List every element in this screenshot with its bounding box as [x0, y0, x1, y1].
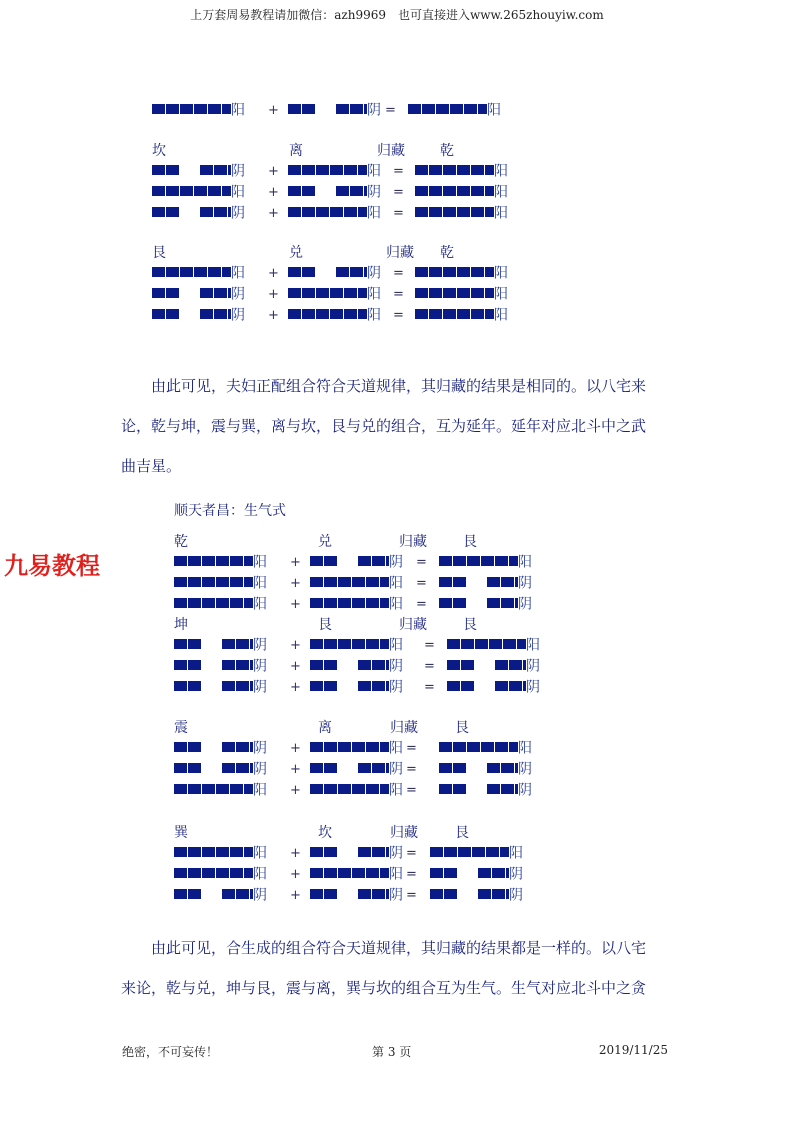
- plus-sign: +: [290, 888, 301, 903]
- watermark-label: 九易教程: [4, 552, 100, 580]
- trigram-cell: [430, 843, 523, 864]
- equals-sign: =: [416, 597, 427, 612]
- equals-sign: =: [406, 846, 417, 861]
- plus-sign: +: [268, 266, 279, 281]
- trigram-cell: [174, 780, 267, 801]
- plus-sign: +: [268, 287, 279, 302]
- plus-sign: +: [268, 164, 279, 179]
- yang-line-icon: [288, 203, 367, 224]
- line-label: 阴: [367, 102, 381, 119]
- trigram-cell: [310, 759, 403, 780]
- yang-line-icon: [174, 864, 253, 885]
- line-label: 阳: [494, 184, 508, 201]
- page-header: 上万套周易教程请加微信：azh9969 也可直接进入www.265zhouyiw.com: [190, 8, 604, 22]
- trigram-cell: [430, 864, 523, 885]
- paragraph-1-line-3: 曲吉星。: [121, 457, 182, 475]
- yang-line-icon: [174, 594, 253, 615]
- yin-line-icon: [152, 305, 231, 326]
- trigram-cell: [310, 885, 403, 906]
- paragraph-2: [121, 928, 691, 1008]
- plus-sign: +: [268, 103, 279, 118]
- trigram-cell: [430, 885, 523, 906]
- line-label: 阳: [494, 307, 508, 324]
- footer-date: 2019/11/25: [598, 1043, 668, 1057]
- yang-line-icon: [174, 843, 253, 864]
- plus-sign: +: [290, 846, 301, 861]
- trigram-header: 乾: [440, 245, 454, 261]
- line-label: 阳: [367, 163, 381, 180]
- yang-line-icon: [174, 780, 253, 801]
- yang-line-icon: [310, 780, 389, 801]
- equals-sign: =: [406, 741, 417, 756]
- equals-sign: =: [406, 783, 417, 798]
- trigram-cell: [174, 843, 267, 864]
- yang-line-icon: [288, 284, 367, 305]
- equals-sign: =: [416, 576, 427, 591]
- trigram-cell: [439, 594, 532, 615]
- line-label: 阴: [231, 205, 245, 222]
- yang-line-icon: [310, 573, 389, 594]
- line-label: 阳: [494, 163, 508, 180]
- yin-line-icon: [174, 738, 253, 759]
- trigram-cell: [152, 263, 245, 284]
- trigram-header: 归藏: [386, 245, 414, 261]
- trigram-cell: [152, 161, 245, 182]
- line-label: 阴: [253, 658, 267, 675]
- line-label: 阳: [253, 575, 267, 592]
- trigram-cell: [310, 780, 403, 801]
- line-label: 阴: [518, 761, 532, 778]
- line-label: 阳: [389, 575, 403, 592]
- trigram-header: 归藏: [390, 720, 418, 736]
- yang-line-icon: [415, 182, 494, 203]
- yin-line-icon: [152, 284, 231, 305]
- trigram-cell: [174, 677, 267, 698]
- trigram-header: 乾: [440, 143, 454, 159]
- trigram-cell: [310, 738, 403, 759]
- trigram-cell: [174, 759, 267, 780]
- trigram-cell: [310, 594, 403, 615]
- line-label: 阴: [231, 163, 245, 180]
- line-label: 阳: [231, 102, 245, 119]
- line-label: 阴: [518, 575, 532, 592]
- line-label: 阳: [231, 184, 245, 201]
- yang-line-icon: [415, 263, 494, 284]
- footer-page-number: 第 3 页: [372, 1045, 412, 1059]
- trigram-cell: [447, 635, 540, 656]
- yin-line-icon: [439, 759, 518, 780]
- trigram-cell: [415, 263, 508, 284]
- trigram-header: 归藏: [390, 825, 418, 841]
- trigram-cell: [415, 182, 508, 203]
- yin-line-icon: [174, 759, 253, 780]
- trigram-header: 艮: [318, 617, 332, 633]
- line-label: 阳: [231, 265, 245, 282]
- plus-sign: +: [290, 638, 301, 653]
- yang-line-icon: [288, 161, 367, 182]
- yin-line-icon: [152, 161, 231, 182]
- line-label: 阴: [231, 307, 245, 324]
- yang-line-icon: [415, 284, 494, 305]
- trigram-header: 震: [174, 720, 188, 736]
- yin-line-icon: [447, 656, 526, 677]
- line-label: 阳: [367, 307, 381, 324]
- plus-sign: +: [290, 867, 301, 882]
- trigram-header: 归藏: [399, 534, 427, 550]
- line-label: 阴: [389, 887, 403, 904]
- line-label: 阳: [389, 637, 403, 654]
- trigram-cell: [408, 100, 501, 121]
- trigram-cell: [288, 263, 381, 284]
- yang-line-icon: [439, 738, 518, 759]
- yang-line-icon: [415, 305, 494, 326]
- yin-line-icon: [310, 656, 389, 677]
- trigram-cell: [310, 864, 403, 885]
- plus-sign: +: [290, 597, 301, 612]
- trigram-cell: [288, 203, 381, 224]
- line-label: 阳: [253, 596, 267, 613]
- yin-line-icon: [439, 780, 518, 801]
- trigram-cell: [439, 738, 532, 759]
- line-label: 阳: [389, 740, 403, 757]
- trigram-cell: [152, 284, 245, 305]
- trigram-cell: [174, 552, 267, 573]
- line-label: 阳: [518, 740, 532, 757]
- equals-sign: =: [406, 867, 417, 882]
- plus-sign: +: [290, 659, 301, 674]
- line-label: 阳: [253, 845, 267, 862]
- trigram-header: 兑: [289, 245, 303, 261]
- yang-line-icon: [288, 305, 367, 326]
- paragraph-1-line-1: 由此可见，夫妇正配组合符合天道规律，其归藏的结果是相同的。以八宅来: [151, 377, 647, 395]
- yin-line-icon: [152, 203, 231, 224]
- trigram-cell: [174, 573, 267, 594]
- trigram-header: 艮: [152, 245, 166, 261]
- yin-line-icon: [439, 594, 518, 615]
- trigram-cell: [447, 656, 540, 677]
- line-label: 阳: [526, 637, 540, 654]
- yang-line-icon: [310, 594, 389, 615]
- plus-sign: +: [290, 741, 301, 756]
- trigram-header: 离: [289, 143, 303, 159]
- equals-sign: =: [424, 638, 435, 653]
- plus-sign: +: [268, 206, 279, 221]
- trigram-cell: [152, 182, 245, 203]
- yin-line-icon: [310, 759, 389, 780]
- line-label: 阴: [253, 761, 267, 778]
- trigram-cell: [415, 161, 508, 182]
- trigram-cell: [439, 759, 532, 780]
- line-label: 阴: [389, 761, 403, 778]
- trigram-cell: [415, 305, 508, 326]
- trigram-header: 艮: [455, 720, 469, 736]
- plus-sign: +: [290, 576, 301, 591]
- line-label: 阳: [367, 205, 381, 222]
- yang-line-icon: [174, 552, 253, 573]
- yin-line-icon: [439, 573, 518, 594]
- plus-sign: +: [290, 555, 301, 570]
- trigram-header: 坎: [152, 143, 166, 159]
- trigram-header: 归藏: [377, 143, 405, 159]
- line-label: 阴: [509, 866, 523, 883]
- trigram-cell: [310, 573, 403, 594]
- equals-sign: =: [393, 266, 404, 281]
- line-label: 阳: [389, 866, 403, 883]
- line-label: 阴: [389, 554, 403, 571]
- trigram-cell: [174, 738, 267, 759]
- yang-line-icon: [430, 843, 509, 864]
- yang-line-icon: [152, 100, 231, 121]
- equals-sign: =: [416, 555, 427, 570]
- plus-sign: +: [268, 185, 279, 200]
- trigram-cell: [439, 780, 532, 801]
- trigram-cell: [174, 885, 267, 906]
- line-label: 阳: [494, 265, 508, 282]
- trigram-cell: [288, 284, 381, 305]
- yang-line-icon: [174, 573, 253, 594]
- equals-sign: =: [424, 659, 435, 674]
- section-title: 顺天者昌：生气式: [174, 503, 286, 519]
- trigram-cell: [288, 305, 381, 326]
- yin-line-icon: [310, 885, 389, 906]
- line-label: 阳: [253, 554, 267, 571]
- line-label: 阴: [253, 887, 267, 904]
- line-label: 阳: [494, 286, 508, 303]
- equals-sign: =: [406, 888, 417, 903]
- line-label: 阳: [253, 782, 267, 799]
- line-label: 阳: [487, 102, 501, 119]
- line-label: 阴: [253, 679, 267, 696]
- yang-line-icon: [152, 263, 231, 284]
- yang-line-icon: [415, 161, 494, 182]
- yin-line-icon: [288, 100, 367, 121]
- trigram-cell: [310, 635, 403, 656]
- paragraph-1-line-2: 论，乾与坤，震与巽，离与坎，艮与兑的组合，互为延年。延年对应北斗中之武: [121, 417, 647, 435]
- trigram-cell: [447, 677, 540, 698]
- yang-line-icon: [447, 635, 526, 656]
- yang-line-icon: [408, 100, 487, 121]
- yin-line-icon: [288, 182, 367, 203]
- trigram-cell: [310, 677, 403, 698]
- trigram-cell: [439, 573, 532, 594]
- trigram-header: 巽: [174, 825, 188, 841]
- paragraph-1: [121, 366, 691, 486]
- yin-line-icon: [174, 635, 253, 656]
- yin-line-icon: [288, 263, 367, 284]
- trigram-cell: [174, 594, 267, 615]
- yang-line-icon: [152, 182, 231, 203]
- yin-line-icon: [174, 656, 253, 677]
- equals-sign: =: [393, 287, 404, 302]
- plus-sign: +: [290, 762, 301, 777]
- line-label: 阳: [253, 866, 267, 883]
- line-label: 阴: [253, 740, 267, 757]
- trigram-cell: [152, 305, 245, 326]
- equals-sign: =: [424, 680, 435, 695]
- yin-line-icon: [430, 885, 509, 906]
- paragraph-2-line-2: 来论，乾与兑，坤与艮，震与离，巽与坎的组合互为生气。生气对应北斗中之贪: [121, 979, 647, 997]
- yin-line-icon: [174, 885, 253, 906]
- equals-sign: =: [406, 762, 417, 777]
- line-label: 阴: [367, 265, 381, 282]
- line-label: 阴: [389, 658, 403, 675]
- plus-sign: +: [268, 308, 279, 323]
- trigram-header: 坤: [174, 617, 188, 633]
- line-label: 阴: [231, 286, 245, 303]
- equals-sign: =: [393, 185, 404, 200]
- page-footer: [0, 1043, 794, 1059]
- line-label: 阳: [518, 554, 532, 571]
- trigram-header: 艮: [455, 825, 469, 841]
- line-label: 阳: [389, 782, 403, 799]
- yin-line-icon: [447, 677, 526, 698]
- trigram-cell: [152, 203, 245, 224]
- line-label: 阴: [389, 845, 403, 862]
- trigram-cell: [152, 100, 245, 121]
- line-label: 阴: [389, 679, 403, 696]
- line-label: 阳: [389, 596, 403, 613]
- paragraph-2-line-1: 由此可见，合生成的组合符合天道规律，其归藏的结果都是一样的。以八宅: [151, 939, 647, 957]
- trigram-cell: [415, 203, 508, 224]
- yin-line-icon: [310, 677, 389, 698]
- yin-line-icon: [310, 552, 389, 573]
- line-label: 阳: [367, 286, 381, 303]
- equals-sign: =: [385, 103, 396, 118]
- equals-sign: =: [393, 206, 404, 221]
- yin-line-icon: [430, 864, 509, 885]
- trigram-cell: [310, 656, 403, 677]
- equals-sign: =: [393, 308, 404, 323]
- trigram-header: 艮: [463, 534, 477, 550]
- line-label: 阴: [253, 637, 267, 654]
- trigram-header: 归藏: [399, 617, 427, 633]
- plus-sign: +: [290, 680, 301, 695]
- trigram-cell: [439, 552, 532, 573]
- yin-line-icon: [310, 843, 389, 864]
- equals-sign: =: [393, 164, 404, 179]
- yin-line-icon: [174, 677, 253, 698]
- line-label: 阴: [526, 658, 540, 675]
- plus-sign: +: [290, 783, 301, 798]
- trigram-cell: [288, 100, 381, 121]
- line-label: 阴: [526, 679, 540, 696]
- line-label: 阴: [367, 184, 381, 201]
- trigram-cell: [174, 864, 267, 885]
- yang-line-icon: [310, 738, 389, 759]
- line-label: 阴: [518, 782, 532, 799]
- trigram-cell: [310, 843, 403, 864]
- trigram-cell: [288, 161, 381, 182]
- yang-line-icon: [310, 864, 389, 885]
- line-label: 阴: [518, 596, 532, 613]
- trigram-header: 乾: [174, 534, 188, 550]
- yang-line-icon: [415, 203, 494, 224]
- trigram-header: 坎: [318, 825, 332, 841]
- trigram-header: 兑: [318, 534, 332, 550]
- trigram-header: 离: [318, 720, 332, 736]
- line-label: 阴: [509, 887, 523, 904]
- trigram-cell: [288, 182, 381, 203]
- line-label: 阳: [509, 845, 523, 862]
- yang-line-icon: [439, 552, 518, 573]
- trigram-cell: [310, 552, 403, 573]
- yang-line-icon: [310, 635, 389, 656]
- footer-confidential: 绝密，不可妄传！: [122, 1045, 219, 1059]
- trigram-cell: [174, 656, 267, 677]
- trigram-header: 艮: [463, 617, 477, 633]
- line-label: 阳: [494, 205, 508, 222]
- trigram-cell: [174, 635, 267, 656]
- trigram-cell: [415, 284, 508, 305]
